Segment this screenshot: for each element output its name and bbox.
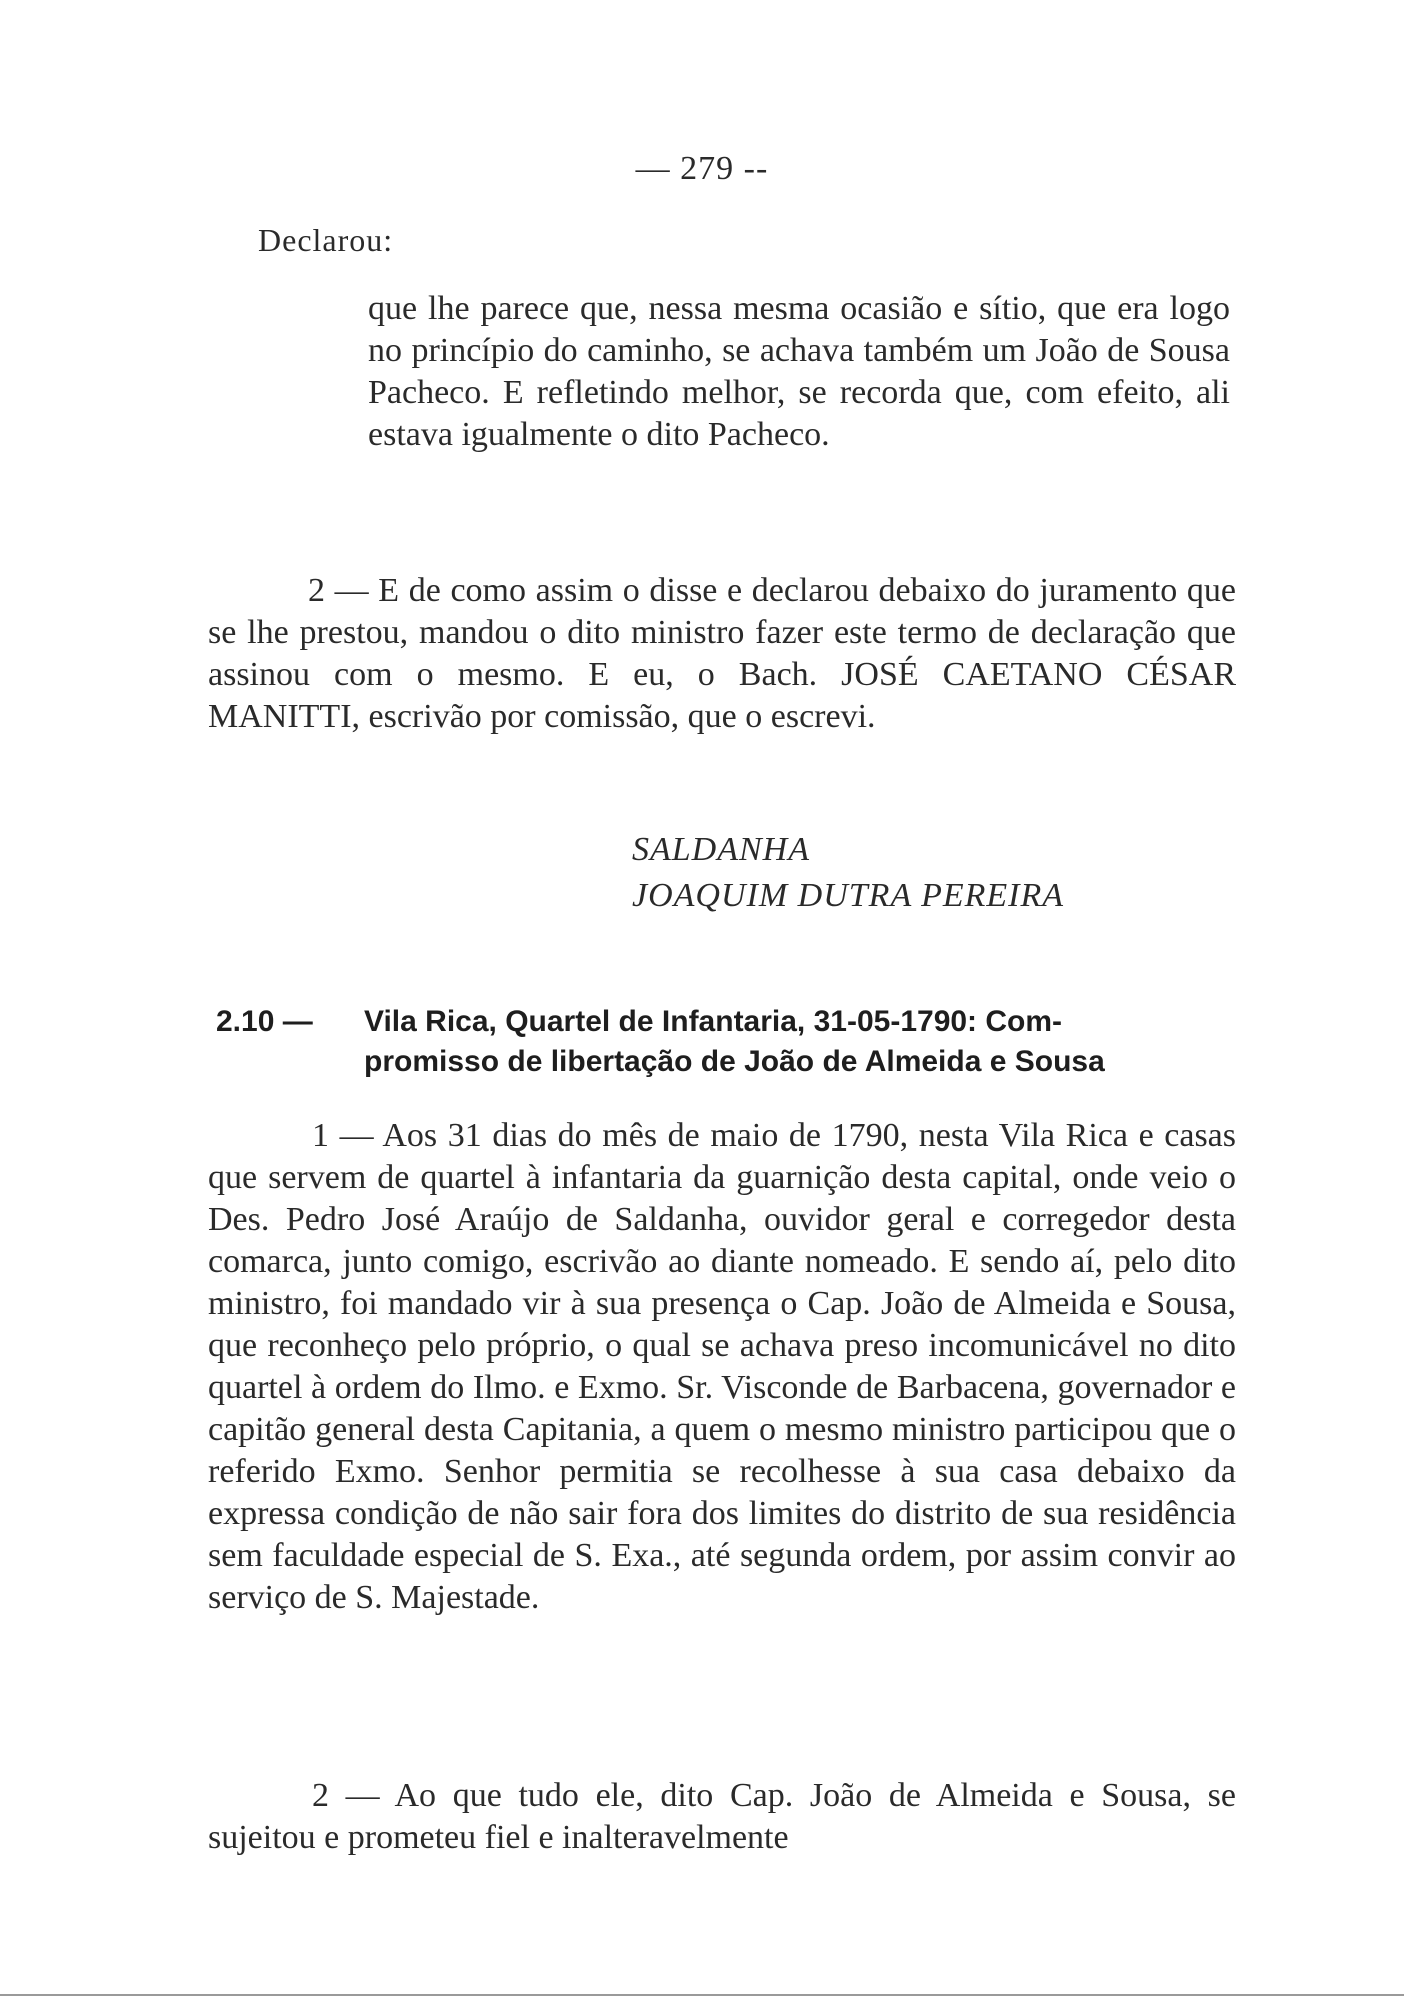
signature-saldanha: SALDANHA	[632, 831, 810, 868]
signature-block	[632, 827, 1064, 919]
section-title-line-1: Vila Rica, Quartel de Infantaria, 31-05-1790: Com-	[364, 1005, 1063, 1038]
section-paragraph-1: 1 — Aos 31 dias do mês de maio de 1790, nesta Vila Rica e casas que servem de quartel à infantaria da guarnição desta capital, onde veio o Des. Pedro José Araújo de Saldanha, ouvidor geral e corregedor desta comarca, junto comigo, escrivão ao diante nomeado. E sendo aí, pelo dito ministro, foi mandado vir à sua presença o Cap. João de Almeida e Sousa, que reconheço pelo próprio, o qual se achava preso incomunicável no dito quartel à ordem do Ilmo. e Exmo. Sr. Visconde de Barbacena, governador e capitão general desta Capitania, a quem o mesmo ministro participou que o referido Exmo. Senhor permitia se recolhesse à sua casa debaixo da expressa condição de não sair fora dos limites do distrito de sua residência sem faculdade especial de S. Exa., até segunda ordem, por assim convir ao serviço de S. Majestade.	[208, 1117, 1236, 1616]
section-paragraph-2: 2 — Ao que tudo ele, dito Cap. João de Almeida e Sousa, se sujeitou e prometeu fiel e inalteravelmente	[208, 1777, 1236, 1856]
signature-joaquim-dutra-pereira: JOAQUIM DUTRA PEREIRA	[632, 877, 1065, 914]
section-title-line-2: promisso de libertação de João de Almeida e Sousa	[364, 1045, 1105, 1078]
section-number: 2.10 —	[216, 1005, 313, 1038]
quoted-declaration-paragraph: que lhe parece que, nessa mesma ocasião e sítio, que era logo no princípio do caminho, se achava também um João de Sousa Pacheco. E refletindo melhor, se recorda que, com efeito, ali estava igualmente o dito Pacheco.	[368, 290, 1230, 453]
page-bottom-edge	[0, 1994, 1404, 1996]
declarou-label: Declarou:	[258, 222, 394, 258]
page-number: — 279 --	[635, 150, 769, 187]
closing-paragraph: 2 — E de como assim o disse e declarou debaixo do juramento que se lhe prestou, mandou o dito ministro fazer este termo de declaração que assinou com o mesmo. E eu, o Bach. JOSÉ CAETANO CÉSAR MANITTI, escrivão por comissão, que o escrevi.	[208, 572, 1236, 735]
section-heading	[216, 1002, 1246, 1082]
